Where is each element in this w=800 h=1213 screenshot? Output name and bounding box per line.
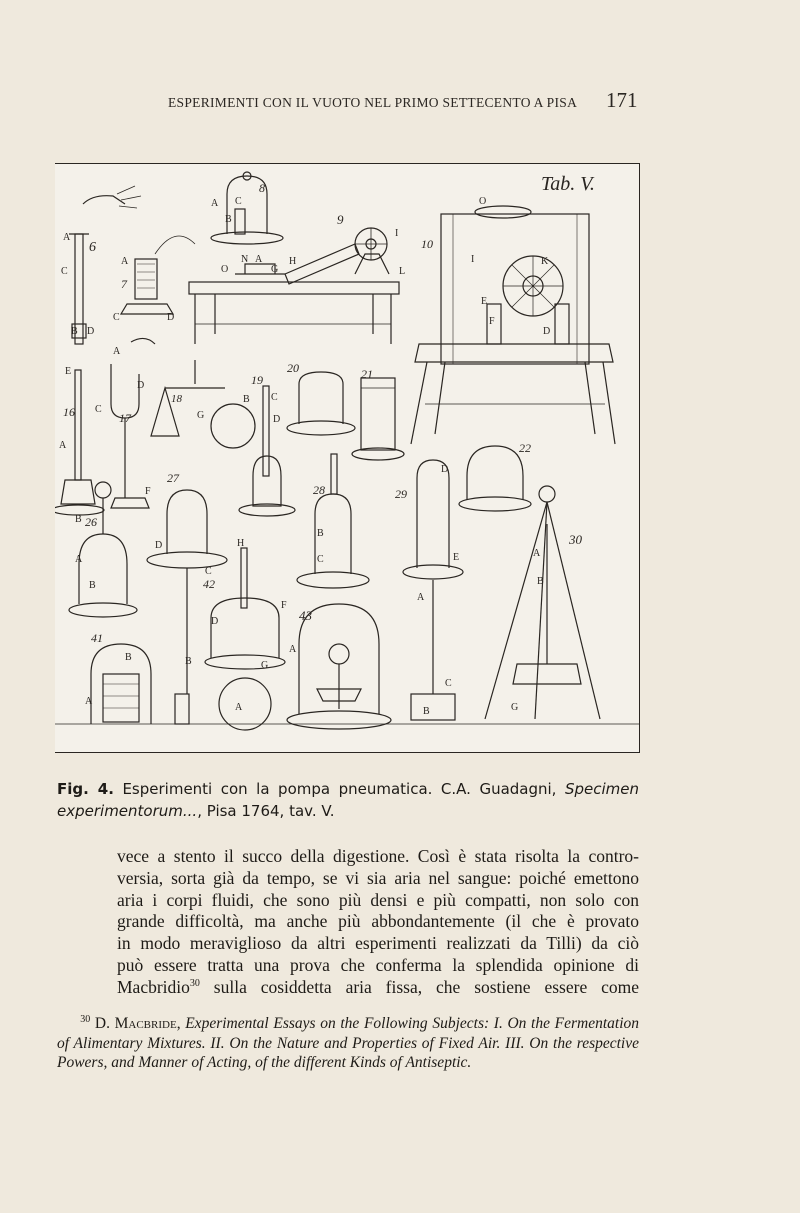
plate-label: 29	[395, 487, 407, 501]
plate-label: B	[225, 214, 232, 225]
plate-label: H	[237, 538, 245, 549]
apparatus-43	[287, 604, 391, 729]
plate-label: A	[63, 232, 71, 243]
plate-label: C	[235, 196, 242, 207]
apparatus-8	[211, 172, 283, 244]
plate-label: 20	[287, 361, 299, 375]
plate-label: B	[75, 514, 82, 525]
plate-label: H	[289, 256, 297, 267]
apparatus-10	[411, 196, 615, 444]
plate-label: A	[59, 440, 67, 451]
footnote-title: Experimental Essays on the Following Subjects: I. On the Fermentation of Alimentary Mixtures. II. On the Nature and Properties of Fixed Air. III. On the respective Powers, and Manner of Acting, of the different Kinds of Antiseptic.	[57, 1015, 640, 1071]
plate-label: K	[541, 256, 549, 267]
caption-label: Fig. 4.	[57, 780, 114, 798]
plate-label: A	[211, 198, 219, 209]
plate-label: L	[399, 266, 406, 277]
apparatus-29	[395, 460, 463, 720]
body-line: versia, sorta già da tempo, se vi sia aria nel sangue: poiché emettono	[117, 867, 639, 888]
body-line: in modo meraviglioso da altri esperimenti realizzati da Tilli) da ciò	[117, 933, 639, 954]
plate-label: B	[71, 326, 78, 337]
apparatus-22	[459, 441, 531, 511]
running-head: ESPERIMENTI CON IL VUOTO NEL PRIMO SETTECENTO A PISA	[168, 95, 578, 110]
plate-label: D	[167, 312, 175, 323]
plate-label: 8	[259, 181, 265, 195]
body-line-last	[117, 977, 639, 999]
plate-label: 22	[519, 441, 531, 455]
body-line: può essere tratta una prova che conferma la splendida opinione di	[117, 954, 639, 975]
plate-label: 19	[251, 373, 263, 387]
plate-label: D	[211, 616, 219, 627]
plate-label: 21	[361, 367, 373, 381]
plate-label: A	[121, 256, 129, 267]
plate-label: A	[113, 346, 121, 357]
plate-label: B	[423, 706, 430, 717]
caption-text: Esperimenti con la pompa pneumatica. C.A. Guadagni,	[113, 780, 565, 798]
plate-label: 28	[313, 483, 325, 497]
plate-label: C	[205, 566, 212, 577]
plate-label: G	[261, 660, 269, 671]
plate-label: C	[317, 554, 324, 565]
apparatus-27	[147, 471, 227, 724]
apparatus-6	[61, 186, 141, 344]
plate-label: E	[481, 296, 488, 307]
plate-label: 9	[337, 212, 344, 227]
plate-label: E	[65, 366, 72, 377]
plate-label: 10	[421, 237, 433, 251]
apparatus-30	[485, 486, 600, 719]
footnote-ref[interactable]: 30	[189, 977, 200, 989]
plate-label: C	[95, 404, 102, 415]
apparatus-18	[151, 360, 255, 448]
plate-label: 26	[85, 515, 97, 529]
plate-label: B	[185, 656, 192, 667]
footnote-separator: ,	[176, 1015, 186, 1032]
plate-label: D	[441, 464, 449, 475]
plate-label: G	[197, 410, 205, 421]
body-line: aria i corpi fluidi, che sono più densi e più compatti, non solo con	[117, 889, 639, 910]
apparatus-26	[69, 482, 137, 617]
footnote-author: D. Macbride	[94, 1015, 177, 1032]
plate-label: D	[87, 326, 95, 337]
plate-label: G	[511, 702, 519, 713]
plate-label: B	[317, 528, 324, 539]
plate-label: B	[89, 580, 96, 591]
footnote	[57, 1014, 639, 1073]
plate-label: 43	[299, 608, 312, 623]
plate-label: 27	[167, 471, 179, 485]
plate-label: 7	[121, 277, 127, 291]
apparatus-16	[55, 366, 104, 525]
plate-label: A	[533, 548, 541, 559]
body-line-text: sulla cosiddetta aria fissa, che sostiene essere come	[199, 976, 639, 997]
apparatus-21	[352, 367, 404, 460]
caption-source: , Pisa 1764, tav. V.	[197, 802, 335, 820]
plate-label: D	[273, 414, 281, 425]
plate-label: D	[137, 380, 145, 391]
plate-label: A	[85, 696, 93, 707]
plate-label: A	[289, 644, 297, 655]
body-line: grande difficoltà, ma anche più abbondantemente (il che è provato	[117, 911, 639, 932]
plate-label: 17	[119, 411, 131, 425]
apparatus-41	[85, 631, 151, 724]
plate-label: A	[417, 592, 425, 603]
apparatus-7	[113, 236, 195, 323]
footnote-number: 30	[80, 1013, 91, 1025]
plate-label: C	[271, 392, 278, 403]
plate-label: 18	[171, 393, 182, 405]
caption-title: Specimen experimentorum...	[57, 780, 640, 820]
apparatus-42	[185, 538, 287, 730]
plate-label: A	[75, 554, 83, 565]
plate-num-6: 6	[89, 240, 96, 255]
plate-label: B	[537, 576, 544, 587]
plate-label: I	[395, 228, 399, 239]
plate-title: Tab. V.	[541, 173, 595, 195]
plate-label: 42	[203, 577, 215, 591]
plate-label: C	[445, 678, 452, 689]
plate-label: C	[61, 266, 68, 277]
plate-label: F	[281, 600, 287, 611]
plate-label: D	[155, 540, 163, 551]
plate-label: B	[125, 652, 132, 663]
plate-label: E	[453, 552, 460, 563]
plate-label: 41	[91, 631, 103, 645]
apparatus-28	[297, 454, 369, 588]
engraving-plate	[55, 163, 640, 753]
apparatus-9	[189, 212, 405, 344]
plate-label: D	[543, 326, 551, 337]
plate-label: A	[235, 702, 243, 713]
figure-caption	[57, 778, 639, 822]
plate-label: 16	[63, 405, 75, 419]
plate-label: F	[145, 486, 151, 497]
plate-label: C	[113, 312, 120, 323]
body-line: vece a stento il succo della digestione. Così è stata risolta la contro-	[117, 846, 639, 866]
plate-label: N	[241, 254, 249, 265]
apparatus-20	[287, 361, 355, 435]
plate-label: B	[243, 394, 250, 405]
plate-label: F	[489, 316, 495, 327]
plate-label: 30	[569, 532, 582, 547]
body-text	[117, 846, 639, 999]
plate-label: G	[271, 264, 279, 275]
plate-label: O	[221, 264, 229, 275]
plate-label: A	[255, 254, 263, 265]
plate-label: I	[471, 254, 475, 265]
plate-label: O	[479, 196, 487, 207]
page-number: 171	[606, 88, 638, 112]
body-line-text: Macbridio	[117, 976, 190, 997]
